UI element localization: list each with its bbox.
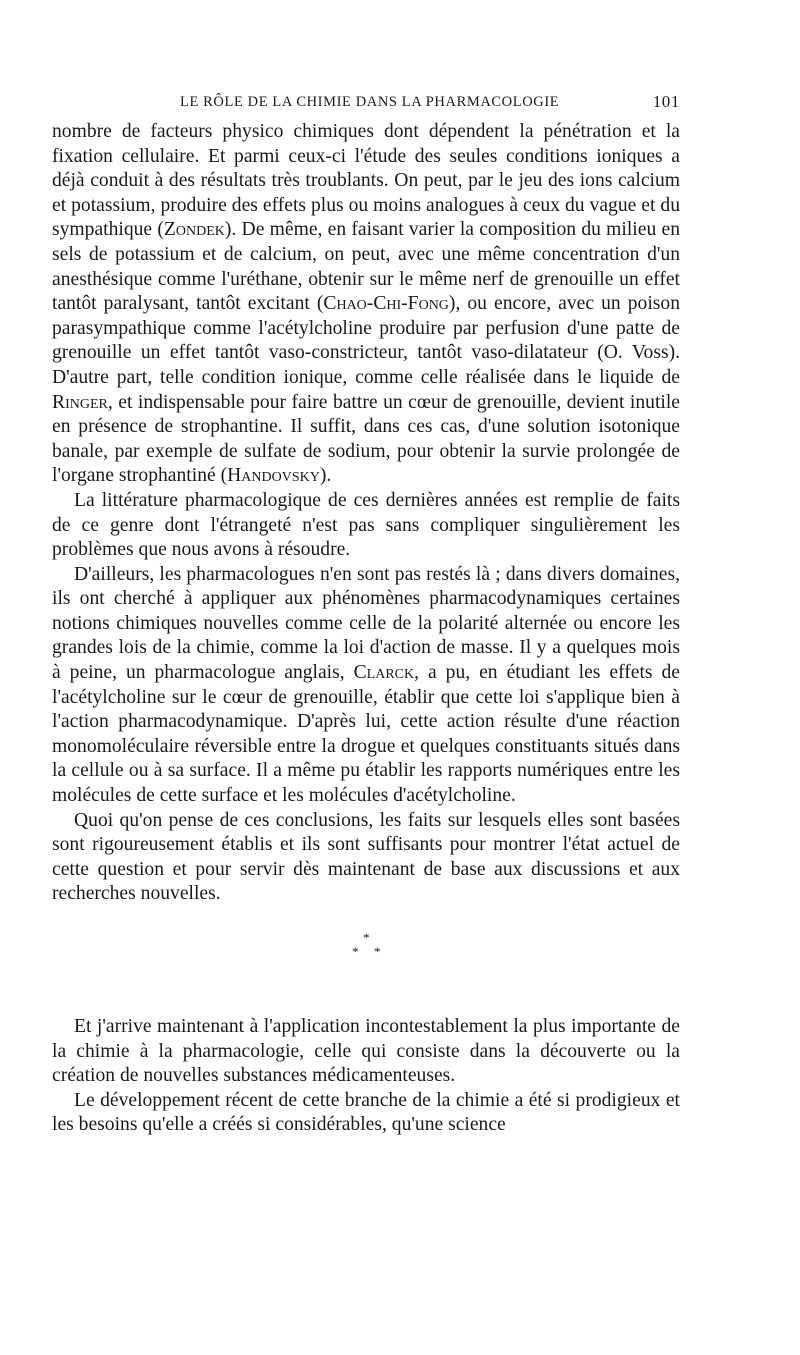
asterisk-right: * bbox=[374, 944, 381, 959]
author-name-chao-chi-fong: Chao-Chi-Fong bbox=[323, 293, 449, 315]
asterisk-left: * bbox=[352, 944, 359, 959]
text-run: ). De même, en faisant varier la composition du milieu en sels de potassium et de calcium, on peut, avec une même concentration d'un anesthésique comme l'uréthane, obtenir sur le même nerf de grenouille un effet tantôt paralysant, tantôt excitant ( bbox=[52, 219, 680, 315]
text-run: nombre de facteurs physico chimiques dont dépendent la pénétration et la fixation cellulaire. Et parmi ceux-ci l'étude des seules conditions ioniques a déjà conduit à des résultats très troublants. On peut, par le jeu des ions calcium et potassium, produire des effets plus ou moins analogues à ceux du vague et du sympathique ( bbox=[52, 121, 680, 241]
paragraph-4: Quoi qu'on pense de ces conclusions, les faits sur lesquels elles sont basées sont rigoureusement établis et ils sont suffisants pour montrer l'état actuel de cette question et pour servir dès maintenant de base aux discussions et aux recherches nouvelles. bbox=[52, 809, 680, 905]
running-head bbox=[52, 88, 680, 116]
paragraph-6: Le développement récent de cette branche de la chimie a été si prodigieux et les besoins qu'elle a créés si considérables, qu'une science bbox=[52, 1089, 680, 1136]
text-run: ). bbox=[319, 465, 332, 487]
section-break-asterism bbox=[52, 925, 680, 1015]
paragraph-5: Et j'arrive maintenant à l'application incontestablement la plus importante de la chimie à la pharmacologie, celle qui consiste dans la découverte ou la création de nouvelles substances médicamenteuses. bbox=[52, 1016, 680, 1087]
paragraph-1 bbox=[52, 120, 680, 489]
text-run: ), ou encore, avec un poison parasympathique comme l'acétylcholine produire par perfusion d'une patte de grenouille un effet tantôt vaso-constricteur, tantôt vaso-dilatateur (O. Voss). D'autre part, telle condition ionique, comme celle réalisée dans le liquide de bbox=[52, 293, 681, 388]
running-title: LE RÔLE DE LA CHIMIE DANS LA PHARMACOLOGIE bbox=[180, 94, 560, 110]
author-name-zondek: Zondek bbox=[163, 219, 225, 241]
paragraph-3 bbox=[52, 563, 680, 809]
text-run: , et indispensable pour faire battre un cœur de grenouille, devient inutile en présence de strophantine. Il suffit, dans ces cas, d'une solution isotonique banale, par exemple de sulfate de sodium, pour obtenir la survie prolongée de l'organe strophantiné ( bbox=[52, 391, 680, 487]
asterisk-top: * bbox=[363, 930, 370, 945]
book-page bbox=[52, 88, 680, 1138]
author-name-ringer: Ringer bbox=[52, 391, 108, 413]
author-name-clarck: Clarck bbox=[353, 662, 415, 684]
page-number: 101 bbox=[652, 92, 680, 111]
author-name-handovsky: Handovsky bbox=[227, 465, 320, 487]
text-run: , a pu, en étudiant les effets de l'acétylcholine sur le cœur de grenouille, établir que cette loi s'applique bien à l'action pharmacodynamique. D'après lui, cette action résulte d'une réaction monomoléculaire réversible entre la drogue et quelques constituants situés dans la cellule ou à sa surface. Il a même pu établir les rapports numériques entre les molécules de cette surface et les molécules d'acétylcholine. bbox=[52, 662, 680, 807]
paragraph-2: La littérature pharmacologique de ces dernières années est remplie de faits de ce genre dont l'étrangeté n'est pas sans compliquer singulièrement les problèmes que nous avons à résoudre. bbox=[52, 489, 680, 561]
text-run: D'ailleurs, les pharmacologues n'en sont pas restés là ; dans divers domaines, ils ont cherché à appliquer aux phénomènes pharmacodynamiques certaines notions chimiques nouvelles comme celle de la polarité alternée ou encore les grandes lois de la chimie, comme la loi d'action de masse. Il y a quelques mois à peine, un pharmacologue anglais, bbox=[52, 563, 680, 684]
